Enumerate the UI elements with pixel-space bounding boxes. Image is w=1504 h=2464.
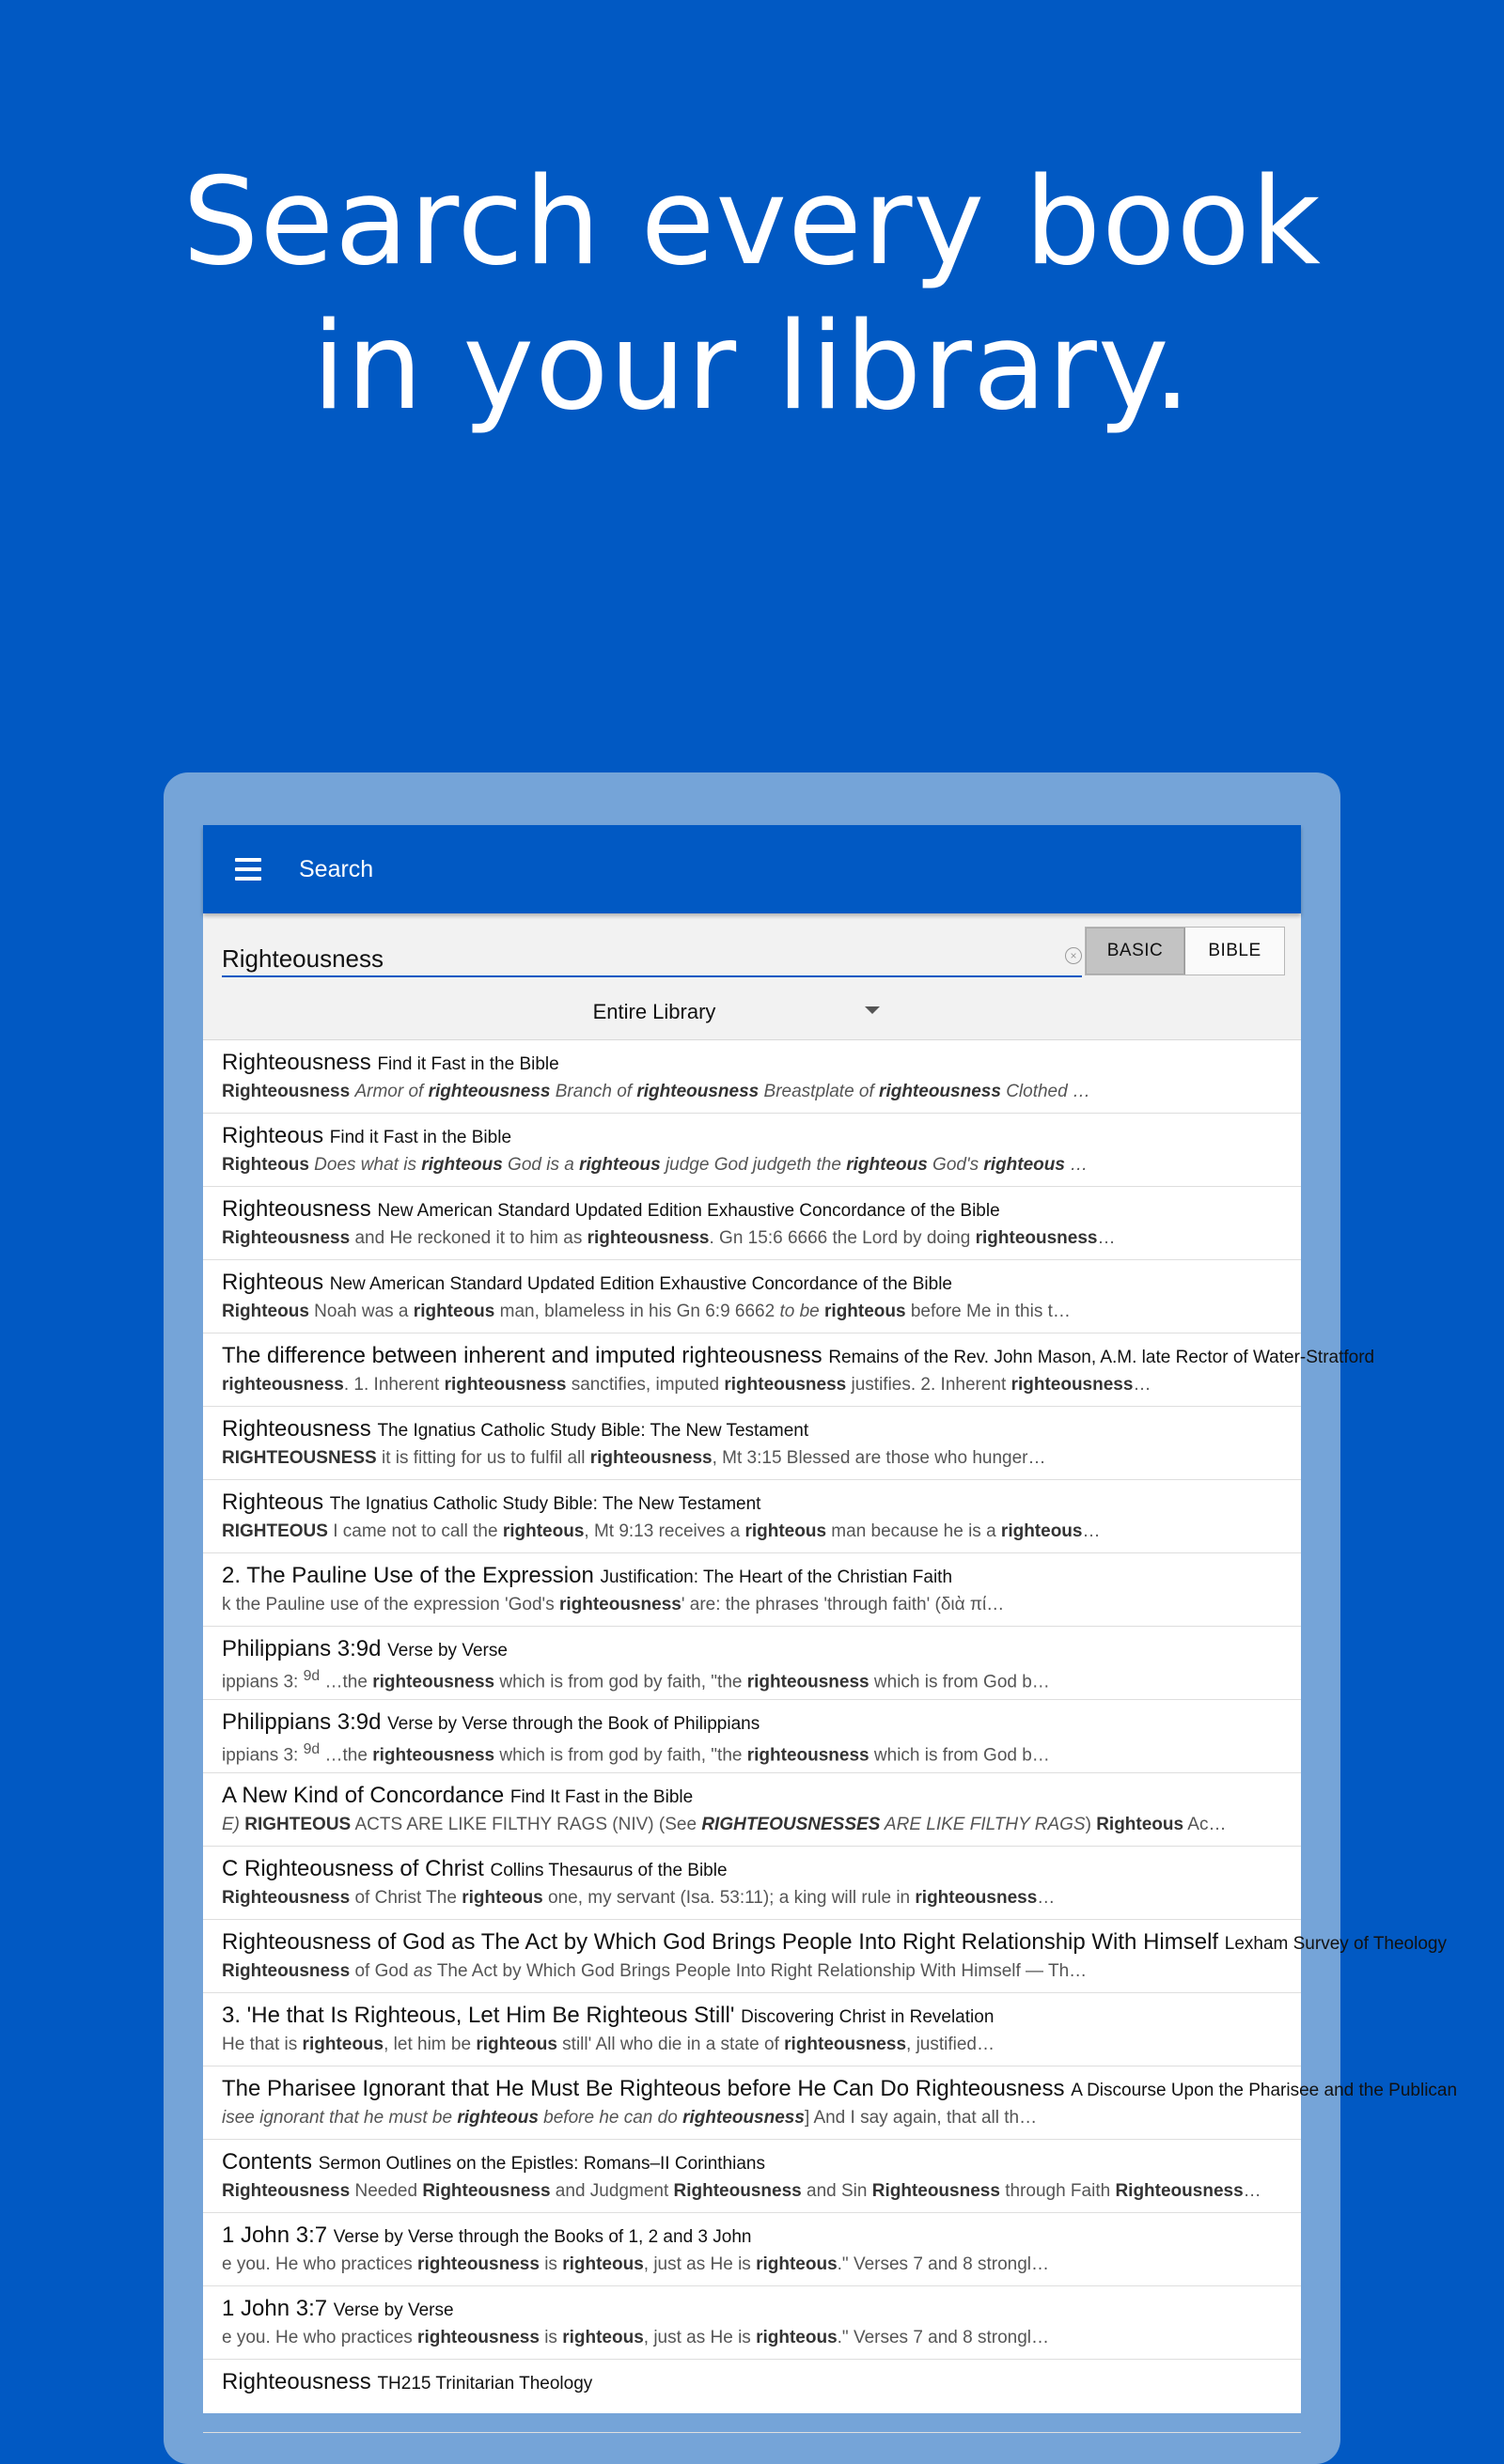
result-snippet: RIGHTEOUS I came not to call the righteous, Mt 9:13 receives a righteous man because he is a righteous…: [222, 1521, 1101, 1541]
result-row[interactable]: [203, 1847, 1301, 1920]
result-source: The Ignatius Catholic Study Bible: The New Testament: [329, 1494, 761, 1514]
result-heading: The difference between inherent and imputed righteousness: [222, 1343, 822, 1368]
result-title: [222, 1856, 1278, 1882]
caret-down-icon: [865, 1006, 880, 1014]
basic-mode-button[interactable]: BASIC: [1086, 928, 1185, 975]
result-source: Verse by Verse through the Books of 1, 2 and 3 John: [333, 2227, 752, 2247]
result-source: Justification: The Heart of the Christian Faith: [600, 1567, 953, 1587]
result-row[interactable]: [203, 1407, 1301, 1480]
clear-icon[interactable]: ×: [1065, 947, 1082, 964]
result-title: [222, 1636, 1278, 1662]
result-title: [222, 1489, 1278, 1516]
result-source: The Ignatius Catholic Study Bible: The New Testament: [377, 1421, 809, 1441]
search-field[interactable]: [222, 934, 1082, 977]
result-heading: C Righteousness of Christ: [222, 1856, 484, 1881]
result-source: New American Standard Updated Edition Exhaustive Concordance of the Bible: [329, 1274, 952, 1294]
result-snippet: Righteousness Needed Righteousness and Judgment Righteousness and Sin Righteousness through Faith Righteousness…: [222, 2181, 1261, 2201]
search-panel: [203, 913, 1301, 1040]
result-row[interactable]: [203, 2140, 1301, 2213]
result-heading: Righteousness of God as The Act by Which God Brings People Into Right Relationship With Himself: [222, 1929, 1219, 1955]
result-row[interactable]: [203, 1773, 1301, 1847]
result-heading: Righteousness: [222, 1196, 371, 1222]
result-title: [222, 1123, 1278, 1149]
result-row[interactable]: [203, 1040, 1301, 1114]
result-source: Verse by Verse: [387, 1641, 508, 1661]
result-heading: Righteousness: [222, 1050, 371, 1075]
result-heading: Righteous: [222, 1270, 324, 1295]
result-title: [222, 1929, 1447, 1956]
result-title: [222, 2296, 1278, 2322]
result-heading: Contents: [222, 2149, 313, 2175]
result-heading: A New Kind of Concordance: [222, 1783, 505, 1808]
result-row[interactable]: [203, 1553, 1301, 1627]
menu-icon[interactable]: [235, 858, 261, 881]
result-snippet: E) RIGHTEOUS ACTS ARE LIKE FILTHY RAGS (NIV) (See RIGHTEOUSNESSES ARE LIKE FILTHY RAGS) Righteous Ac…: [222, 1815, 1227, 1834]
result-heading: 2. The Pauline Use of the Expression: [222, 1563, 594, 1588]
result-source: Remains of the Rev. John Mason, A.M. late Rector of Water-Stratford: [828, 1348, 1375, 1367]
app-bar-title: Search: [299, 855, 374, 882]
headline-line-1: Search every book: [182, 152, 1322, 292]
search-input[interactable]: [222, 934, 1021, 977]
search-mode-toggle: [1085, 927, 1285, 975]
result-row[interactable]: [203, 2066, 1458, 2140]
result-row[interactable]: [203, 2360, 1301, 2433]
result-row[interactable]: [203, 1700, 1301, 1773]
headline-line-2: in your library.: [311, 297, 1193, 437]
result-title: [222, 1416, 1278, 1443]
result-snippet: RIGHTEOUSNESS it is fitting for us to fulfil all righteousness, Mt 3:15 Blessed are those who hunger…: [222, 1448, 1046, 1468]
result-snippet: ippians 3: $^{9d}$ …the righteousness which is from god by faith, "the righteousness which is from God b…: [222, 1668, 1050, 1692]
result-source: Find It Fast in the Bible: [509, 1787, 694, 1807]
result-title: [222, 1343, 1375, 1369]
result-row[interactable]: [203, 1920, 1447, 1993]
result-title: [222, 2149, 1278, 2175]
result-snippet: Righteousness of God as The Act by Which God Brings People Into Right Relationship With Himself — Th…: [222, 1961, 1088, 1981]
result-snippet: e you. He who practices righteousness is righteous, just as He is righteous." Verses 7 and 8 strongl…: [222, 2254, 1050, 2274]
result-heading: Righteous: [222, 1489, 324, 1515]
result-title: [222, 1270, 1278, 1296]
result-source: New American Standard Updated Edition Exhaustive Concordance of the Bible: [377, 1201, 1000, 1221]
result-snippet: k the Pauline use of the expression 'God's righteousness' are: the phrases 'through faith' (διὰ πί…: [222, 1595, 1005, 1614]
result-source: A Discourse Upon the Pharisee and the Publican: [1071, 2081, 1458, 2100]
result-row[interactable]: [203, 1627, 1301, 1700]
result-heading: Philippians 3:9d: [222, 1636, 382, 1661]
result-snippet: righteousness. 1. Inherent righteousness sanctifies, imputed righteousness justifies. 2. Inherent righteousness…: [222, 1375, 1152, 1395]
result-snippet: Righteousness of Christ The righteous one, my servant (Isa. 53:11); a king will rule in righteousness…: [222, 1888, 1056, 1908]
result-heading: 1 John 3:7: [222, 2222, 328, 2248]
result-snippet: ippians 3: $^{9d}$ …the righteousness which is from god by faith, "the righteousness which is from God b…: [222, 1741, 1050, 1766]
result-row[interactable]: [203, 1480, 1301, 1553]
result-snippet: e you. He who practices righteousness is righteous, just as He is righteous." Verses 7 and 8 strongl…: [222, 2328, 1050, 2347]
result-source: Find it Fast in the Bible: [377, 1054, 559, 1074]
result-snippet: isee ignorant that he must be righteous before he can do righteousness] And I say again, that all th…: [222, 2108, 1038, 2128]
result-heading: Righteous: [222, 1123, 324, 1148]
scope-dropdown[interactable]: [203, 993, 1105, 1031]
result-title: [222, 2222, 1278, 2249]
result-row[interactable]: [203, 2286, 1301, 2360]
results-list: [203, 1040, 1458, 2433]
result-snippet: Righteousness Armor of righteousness Branch of righteousness Breastplate of righteousness Clothed …: [222, 1082, 1090, 1101]
result-title: [222, 2003, 1278, 2029]
result-source: Verse by Verse: [333, 2300, 454, 2320]
headline: [0, 150, 1504, 440]
result-source: Lexham Survey of Theology: [1224, 1934, 1447, 1954]
result-source: Find it Fast in the Bible: [329, 1128, 512, 1147]
result-snippet: Righteousness and He reckoned it to him as righteousness. Gn 15:6 6666 the Lord by doing righteousness…: [222, 1228, 1116, 1248]
result-heading: 1 John 3:7: [222, 2296, 328, 2321]
result-heading: Righteousness: [222, 2369, 371, 2394]
result-heading: Righteousness: [222, 1416, 371, 1442]
result-snippet: Righteous Does what is righteous God is a righteous judge God judgeth the righteous God's righteous …: [222, 1155, 1089, 1175]
result-heading: 3. 'He that Is Righteous, Let Him Be Righteous Still': [222, 2003, 735, 2028]
app-screen: [203, 825, 1458, 2413]
app-bar: [203, 825, 1301, 913]
result-source: Verse by Verse through the Book of Philippians: [387, 1714, 760, 1734]
result-source: TH215 Trinitarian Theology: [377, 2374, 593, 2394]
result-row[interactable]: [203, 1993, 1301, 2066]
result-heading: The Pharisee Ignorant that He Must Be Righteous before He Can Do Righteousness: [222, 2076, 1065, 2101]
scope-selected: Entire Library: [592, 1000, 716, 1023]
result-source: Sermon Outlines on the Epistles: Romans–II Corinthians: [318, 2154, 765, 2174]
result-row[interactable]: [203, 2213, 1301, 2286]
result-title: [222, 1709, 1278, 1736]
result-title: [222, 2076, 1458, 2102]
result-row[interactable]: [203, 1187, 1301, 1260]
result-row[interactable]: [203, 1333, 1375, 1407]
result-title: [222, 1783, 1278, 1809]
result-title: [222, 1196, 1278, 1223]
result-row[interactable]: [203, 1114, 1301, 1187]
result-title: [222, 2369, 1278, 2395]
bible-mode-button[interactable]: BIBLE: [1208, 941, 1261, 960]
result-heading: Philippians 3:9d: [222, 1709, 382, 1735]
result-source: Discovering Christ in Revelation: [741, 2007, 995, 2027]
result-row[interactable]: [203, 1260, 1301, 1333]
result-title: [222, 1050, 1278, 1076]
result-source: Collins Thesaurus of the Bible: [490, 1861, 728, 1880]
result-snippet: He that is righteous, let him be righteous still' All who die in a state of righteousness, justified…: [222, 2035, 995, 2054]
result-snippet: Righteous Noah was a righteous man, blameless in his Gn 6:9 6662 to be righteous before Me in this t…: [222, 1302, 1071, 1321]
result-title: [222, 1563, 1278, 1589]
